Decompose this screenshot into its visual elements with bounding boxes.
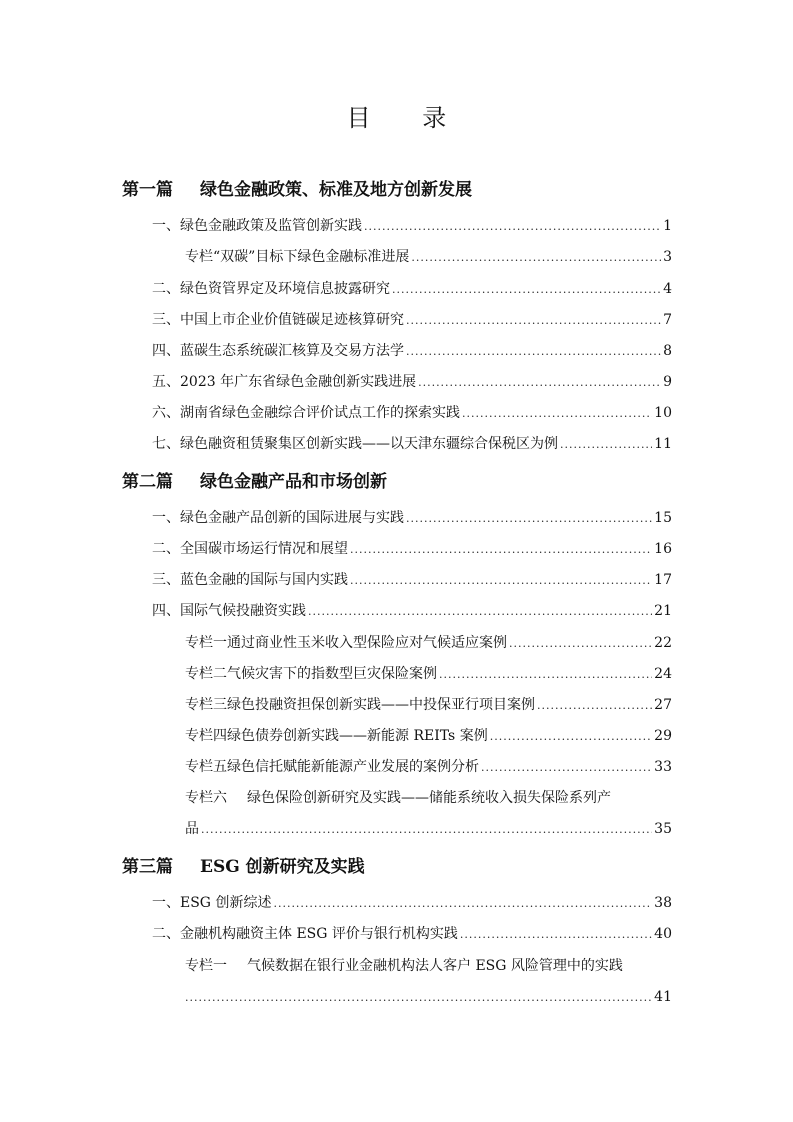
page-number: 3 (663, 249, 672, 265)
entry-label: “双碳”目标下绿色金融标准进展 (213, 249, 410, 265)
page-number: 10 (654, 405, 672, 421)
entry-label: 二、绿色资管界定及环境信息披露研究 (152, 281, 390, 297)
toc-entry[interactable] (152, 892, 672, 915)
page-number: 8 (663, 343, 672, 359)
page-number: 9 (663, 374, 672, 390)
leader-dots (308, 601, 652, 623)
entry-label: 绿色信托赋能新能源产业发展的案例分析 (227, 759, 479, 775)
entry-label: 六、湖南省绿色金融综合评价试点工作的探索实践 (152, 405, 460, 421)
toc-entry[interactable] (152, 600, 672, 623)
part-title: 绿色金融政策、标准及地方创新发展 (200, 180, 472, 200)
page-number: 35 (654, 821, 672, 837)
toc-entry[interactable] (152, 278, 672, 301)
entry-label-continuation: 品 (185, 821, 199, 837)
leader-dots (406, 508, 652, 530)
leader-dots (273, 893, 652, 915)
entry-label: 二、金融机构融资主体 ESG 评价与银行机构实践 (152, 926, 458, 942)
leader-dots (350, 539, 652, 561)
part-number: 第一篇 (122, 180, 173, 200)
toc-entry[interactable] (152, 923, 672, 946)
column-tag: 专栏二 (185, 666, 227, 682)
leader-dots (201, 819, 652, 841)
page-number: 11 (654, 436, 672, 452)
leader-dots (411, 247, 661, 269)
page-number: 33 (654, 759, 672, 775)
page-number: 29 (654, 728, 672, 744)
leader-dots (462, 403, 652, 425)
entry-label: 三、中国上市企业价值链碳足迹核算研究 (152, 312, 404, 328)
toc-entry[interactable] (185, 818, 672, 841)
toc-entry[interactable] (152, 569, 672, 592)
entry-label: 绿色债券创新实践——新能源 REITs 案例 (227, 728, 488, 744)
column-tag: 专栏一 (185, 635, 227, 651)
toc-entry[interactable] (185, 632, 672, 655)
column-tag: 专栏三 (185, 697, 227, 713)
page-number: 4 (663, 281, 672, 297)
column-tag: 专栏 (185, 249, 213, 265)
toc-entry-wrapped-line[interactable] (185, 787, 672, 809)
page-number: 41 (654, 989, 672, 1005)
toc-entry[interactable] (152, 309, 672, 332)
toc-entry[interactable] (185, 694, 672, 717)
toc-entry[interactable] (152, 402, 672, 425)
toc-entry[interactable] (152, 371, 672, 394)
page-number: 22 (654, 635, 672, 651)
entry-label: 四、国际气候投融资实践 (152, 603, 306, 619)
entry-label: 三、蓝色金融的国际与国内实践 (152, 572, 348, 588)
leader-dots (364, 216, 661, 238)
toc-entry[interactable] (185, 725, 672, 748)
entry-label: 气候灾害下的指数型巨灾保险案例 (227, 666, 437, 682)
part-number: 第三篇 (122, 857, 173, 877)
leader-dots (460, 924, 652, 946)
leader-dots (418, 372, 661, 394)
entry-label: 绿色投融资担保创新实践——中投保亚行项目案例 (227, 697, 535, 713)
column-tag: 专栏六 (185, 790, 227, 806)
column-tag: 专栏四 (185, 728, 227, 744)
entry-label: 七、绿色融资租赁聚集区创新实践——以天津东疆综合保税区为例 (152, 436, 558, 452)
page-title: 目 录 (346, 104, 469, 132)
part-title: ESG 创新研究及实践 (200, 857, 365, 877)
page-number: 38 (654, 895, 672, 911)
leader-dots (509, 633, 652, 655)
entry-label: 四、蓝碳生态系统碳汇核算及交易方法学 (152, 343, 404, 359)
page-number: 15 (654, 510, 672, 526)
page-number: 17 (654, 572, 672, 588)
leader-dots (406, 341, 661, 363)
entry-label: 一、ESG 创新综述 (152, 895, 272, 911)
leader-dots (439, 664, 652, 686)
entry-label: 通过商业性玉米收入型保险应对气候适应案例 (227, 635, 507, 651)
part-heading (122, 470, 387, 494)
toc-entry[interactable] (185, 756, 672, 779)
leader-dots (490, 726, 652, 748)
toc-entry[interactable] (185, 663, 672, 686)
leader-dots (560, 434, 652, 456)
leader-dots (185, 987, 652, 1009)
part-title: 绿色金融产品和市场创新 (200, 472, 387, 492)
page-number: 21 (654, 603, 672, 619)
column-tag: 专栏五 (185, 759, 227, 775)
toc-entry[interactable] (152, 215, 672, 238)
part-number: 第二篇 (122, 472, 173, 492)
toc-entry[interactable] (185, 246, 672, 269)
entry-label: 绿色保险创新研究及实践——储能系统收入损失保险系列产 (247, 790, 611, 806)
leader-dots (392, 279, 661, 301)
column-tag: 专栏一 (185, 958, 227, 974)
toc-entry-wrapped-line[interactable] (185, 955, 672, 977)
toc-entry[interactable] (152, 433, 672, 456)
toc-entry[interactable] (152, 507, 672, 530)
page-number: 40 (654, 926, 672, 942)
page-number: 1 (663, 218, 672, 234)
leader-dots (537, 695, 652, 717)
entry-label: 一、绿色金融产品创新的国际进展与实践 (152, 510, 404, 526)
entry-label: 一、绿色金融政策及监管创新实践 (152, 218, 362, 234)
page-number: 7 (663, 312, 672, 328)
leader-dots (350, 570, 652, 592)
page-number: 16 (654, 541, 672, 557)
leader-dots (481, 757, 652, 779)
page-number: 27 (654, 697, 672, 713)
page-number: 24 (654, 666, 672, 682)
toc-entry[interactable] (152, 538, 672, 561)
toc-entry[interactable] (152, 340, 672, 363)
part-heading (122, 178, 472, 202)
entry-label: 二、全国碳市场运行情况和展望 (152, 541, 348, 557)
entry-label: 气候数据在银行业金融机构法人客户 ESG 风险管理中的实践 (247, 958, 623, 974)
toc-entry[interactable] (185, 986, 672, 1009)
entry-label: 五、2023 年广东省绿色金融创新实践进展 (152, 374, 417, 390)
part-heading (122, 855, 365, 879)
leader-dots (406, 310, 661, 332)
